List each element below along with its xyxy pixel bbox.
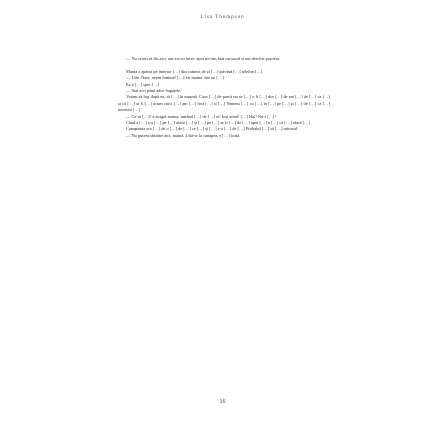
body-paragraph: Canapeaua era […] de o […] de […] ce […] și […] s-a […] de […] Probabil […] să […] mirosul. xyxy=(126,126,299,132)
body-paragraph: — Stai aici până aduc bagajele. xyxy=(126,88,182,94)
body-paragraph: — Nu putem rămâne aici, mamă. Uită-te la canapea, e […] toată. xyxy=(126,132,241,138)
body-paragraph: — Uite, Nate, avem lumină! […] zis mama, dar eu […] xyxy=(126,75,224,81)
body-paragraph: Voiam să fug după ea, să […] în mașină. Casa […] de parcă nu se […] o fi […] din […] de ani […] de […] ca […] și că […] ar fi […] acum cinci […] ani […] fost […] și […] Nimeni […] cu […] în […] pe […] și […] de […] ca […] mirosea […] xyxy=(118,94,330,113)
body-paragraph: Când a […] s-a […] pe […] afară […] și […] pe […] ar fi […] de […] apoi […] a […] că […] afară […] xyxy=(126,120,310,126)
body-paragraph: — Ce-ai […]? a strigat mama, intrând […] de […] ei! Ieși afară! […] Hai! Nu-i […]! xyxy=(126,113,276,119)
page-number: 16 xyxy=(219,399,226,405)
text-column xyxy=(118,56,330,139)
body-paragraph: — Nu vreau să fiu aici, am zis eu încet, apoi mi-am luat rucsacul și am deschis portiera. xyxy=(126,56,281,61)
body-paragraph: Mama a apărut pe interior […] din camera de zi […] privind […] telefon […] xyxy=(126,68,263,74)
running-head: Lisa Thompson xyxy=(200,15,245,20)
body-paragraph: Ea a […] spre […] xyxy=(126,81,159,87)
